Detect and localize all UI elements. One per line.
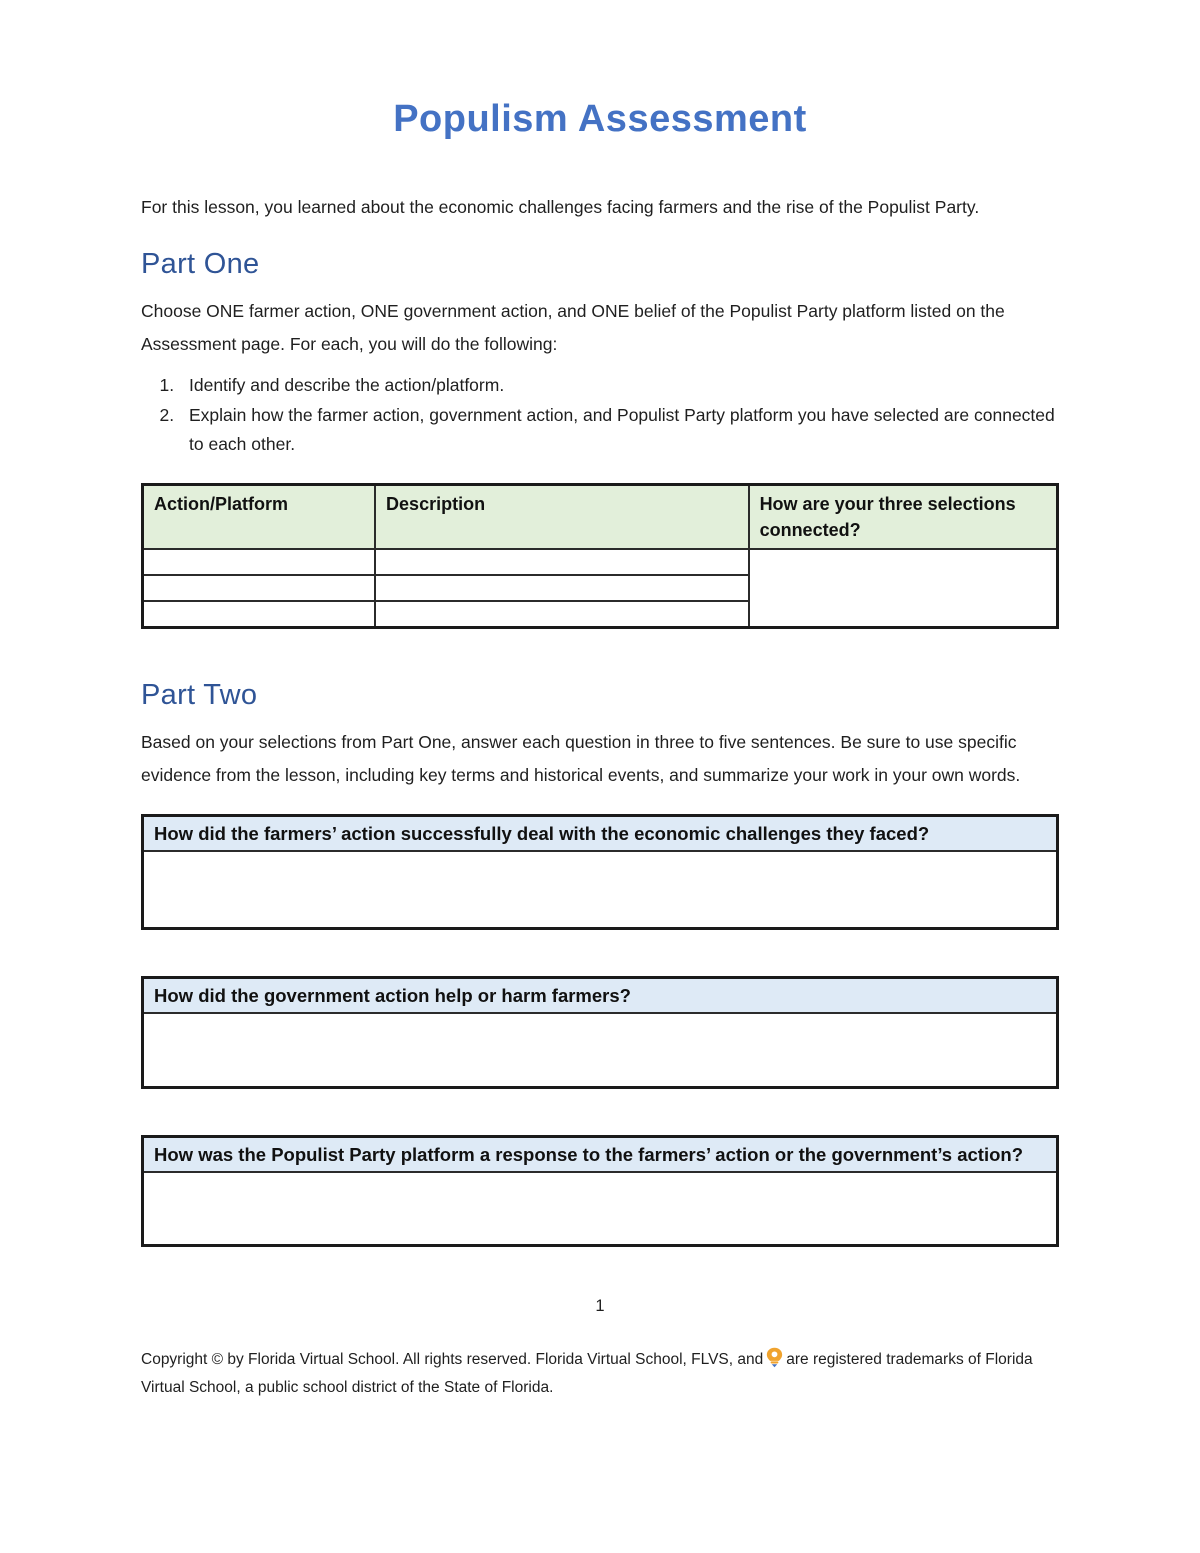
part-two-instructions: Based on your selections from Part One, answer each question in three to five sentences. Be sure to use specific evidence from the lesson, including key terms and historical events, and summarize your work in your own words. — [141, 731, 1021, 785]
question-prompt: How did the farmers’ action successfully deal with the economic challenges they faced? — [143, 815, 1058, 851]
part-two-heading: Part Two — [141, 678, 258, 711]
table-row — [143, 549, 1058, 575]
document-content — [141, 0, 1059, 1402]
answer-area-farmers-action[interactable] — [143, 851, 1058, 929]
description-cell-1[interactable] — [375, 549, 749, 575]
column-header-description: Description — [375, 485, 749, 550]
flvs-lightbulb-logo-icon — [766, 1347, 783, 1368]
answer-area-government-action[interactable] — [143, 1013, 1058, 1087]
action-platform-cell-3[interactable] — [143, 601, 376, 627]
action-platform-cell-2[interactable] — [143, 575, 376, 601]
connections-answer-cell[interactable] — [749, 549, 1058, 627]
page-number: 1 — [595, 1297, 605, 1315]
list-item: 1. Identify and describe the action/platform. — [179, 371, 1059, 400]
intro-paragraph: For this lesson, you learned about the economic challenges facing farmers and the rise of the Populist Party. — [141, 197, 980, 217]
part-one-heading: Part One — [141, 248, 260, 280]
copyright-text-before: Copyright © by Florida Virtual School. All rights reserved. Florida Virtual School, FLVS, and — [141, 1351, 764, 1368]
question-prompt: How was the Populist Party platform a response to the farmers’ action or the government’s action? — [143, 1136, 1058, 1172]
part-one-step-list — [179, 371, 1059, 459]
description-cell-3[interactable] — [375, 601, 749, 627]
question-box-populist-platform — [141, 1135, 1059, 1248]
question-box-farmers-action — [141, 814, 1059, 931]
action-platform-cell-1[interactable] — [143, 549, 376, 575]
list-item: 2. Explain how the farmer action, government action, and Populist Party platform you have selected are connected to each other. — [179, 401, 1059, 459]
question-prompt: How did the government action help or harm farmers? — [143, 978, 1058, 1014]
copyright-notice — [141, 1346, 1059, 1402]
question-box-government-action — [141, 976, 1059, 1089]
copyright-text-after: are registered trademarks of Florida Virtual School, a public school district of the State of Florida. — [141, 1351, 1033, 1396]
answer-area-populist-platform[interactable] — [143, 1172, 1058, 1246]
part-one-instructions: Choose ONE farmer action, ONE government action, and ONE belief of the Populist Party platform listed on the Assessment page. For each, you will do the following: — [141, 301, 1005, 354]
selection-table — [141, 483, 1059, 629]
page-title: Populism Assessment — [393, 98, 807, 140]
column-header-action-platform: Action/Platform — [143, 485, 376, 550]
table-header-row — [143, 485, 1058, 550]
description-cell-2[interactable] — [375, 575, 749, 601]
column-header-connections: How are your three selections connected? — [749, 485, 1058, 550]
